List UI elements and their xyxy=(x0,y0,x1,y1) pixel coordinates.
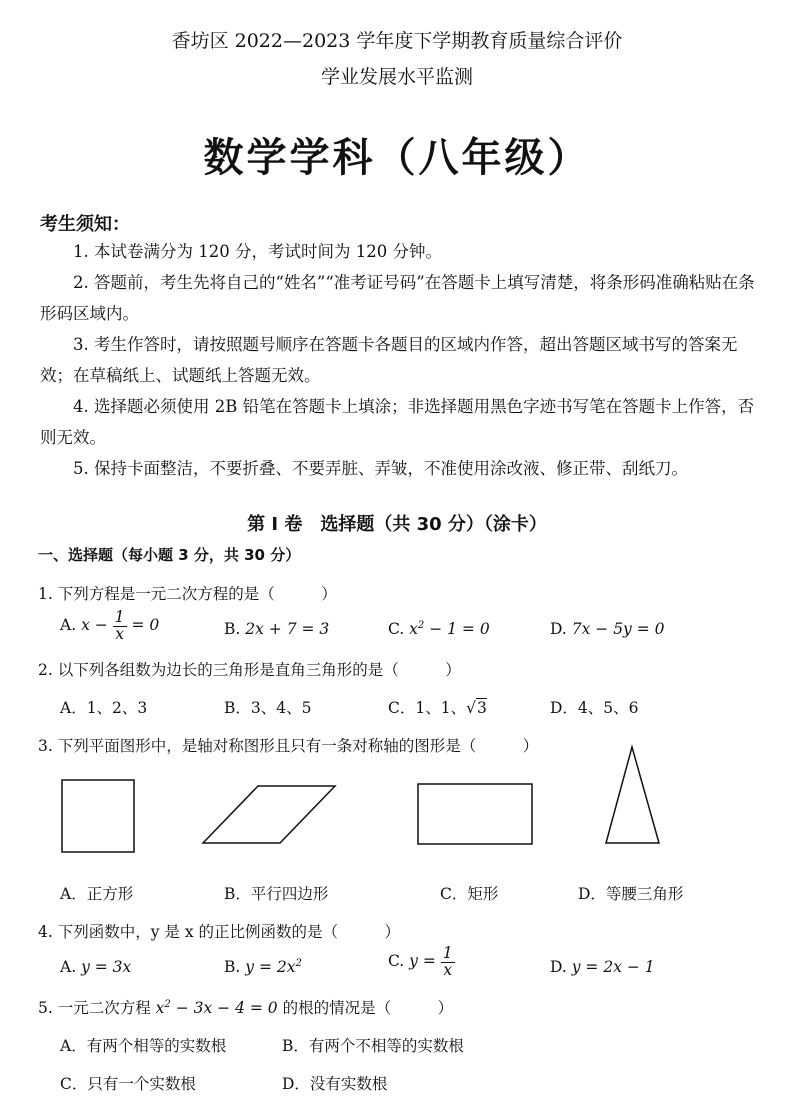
question-5-stem: 5. 一元二次方程 $x^2 - 3x - 4 = 0$ 的根的情况是（ ） xyxy=(38,998,454,1017)
question-4-stem: 4. 下列函数中，y 是 x 的正比例函数的是（ ） xyxy=(38,923,400,941)
question-1-option-c: C. $x^2 - 1 = 0$ xyxy=(388,620,490,639)
section-title: 第 Ⅰ 卷 选择题（共 30 分）（涂卡） xyxy=(247,514,547,535)
question-2-option-d: D．4、5、6 xyxy=(550,699,639,717)
notice-item: 4. 选择题必须使用 2B 铅笔在答题卡上填涂；非选择题用黑色字迹书写笔在答题卡上作答，否则无效。 xyxy=(40,397,755,447)
question-2-option-c: C．1、1、√3 xyxy=(388,699,487,717)
question-3-stem: 3. 下列平面图形中，是轴对称图形且只有一条对称轴的图形是（ ） xyxy=(38,737,539,755)
question-5-option-d: D．没有实数根 xyxy=(282,1075,388,1093)
question-3-option-c: C．矩形 xyxy=(440,885,499,903)
question-4-option-a: A. y = 3x xyxy=(60,958,132,976)
question-4-option-b: B. $y = 2x^2$ xyxy=(224,958,302,977)
parallelogram-figure xyxy=(203,786,335,843)
square-figure xyxy=(62,780,134,852)
notice-item: 5. 保持卡面整洁，不要折叠、不要弄脏、弄皱，不准使用涂改液、修正带、刮纸刀。 xyxy=(73,459,688,478)
question-2-stem: 2. 以下列各组数为边长的三角形是直角三角形的是（ ） xyxy=(38,661,461,679)
question-3-option-b: B．平行四边形 xyxy=(224,885,329,903)
question-2-option-a: A．1、2、3 xyxy=(60,699,148,717)
question-3-option-d: D．等腰三角形 xyxy=(578,885,684,903)
question-4-option-d: D. y = 2x − 1 xyxy=(550,958,655,976)
question-1-option-b: B. 2x + 7 = 3 xyxy=(224,620,330,638)
isosceles-triangle-figure xyxy=(606,747,659,843)
question-4-option-c: C. y = $\frac{1}{x}$ xyxy=(388,944,453,979)
question-5-option-a: A．有两个相等的实数根 xyxy=(60,1037,227,1055)
question-3-option-a: A．正方形 xyxy=(60,885,134,903)
exam-header-line2: 学业发展水平监测 xyxy=(320,66,473,88)
notice-item: 1. 本试卷满分为 120 分，考试时间为 120 分钟。 xyxy=(73,242,442,261)
question-1-option-d: D. 7x − 5y = 0 xyxy=(550,620,665,638)
notice-item: 3. 考生作答时，请按照题号顺序在答题卡各题目的区域内作答，超出答题区域书写的答案无效；在草稿纸上、试题纸上答题无效。 xyxy=(40,335,738,385)
part-title: 一、选择题（每小题 3 分，共 30 分） xyxy=(38,546,301,564)
page-title: 数学学科（八年级） xyxy=(203,134,591,181)
notice-item: 2. 答题前，考生先将自己的“姓名”“准考证号码”在答题卡上填写清楚，将条形码准确粘贴在条形码区域内。 xyxy=(40,273,755,323)
notice-heading: 考生须知： xyxy=(40,214,130,235)
question-1-stem: 1. 下列方程是一元二次方程的是（ ） xyxy=(38,585,337,603)
question-2-option-b: B．3、4、5 xyxy=(224,699,312,717)
exam-header-line1: 香坊区 2022—2023 学年度下学期教育质量综合评价 xyxy=(171,30,623,52)
rectangle-figure xyxy=(418,784,532,844)
question-5-option-c: C．只有一个实数根 xyxy=(60,1075,196,1093)
question-1-option-a: A. x − $\frac{1}{x}$ = 0 xyxy=(60,608,160,643)
question-5-option-b: B．有两个不相等的实数根 xyxy=(282,1037,464,1055)
